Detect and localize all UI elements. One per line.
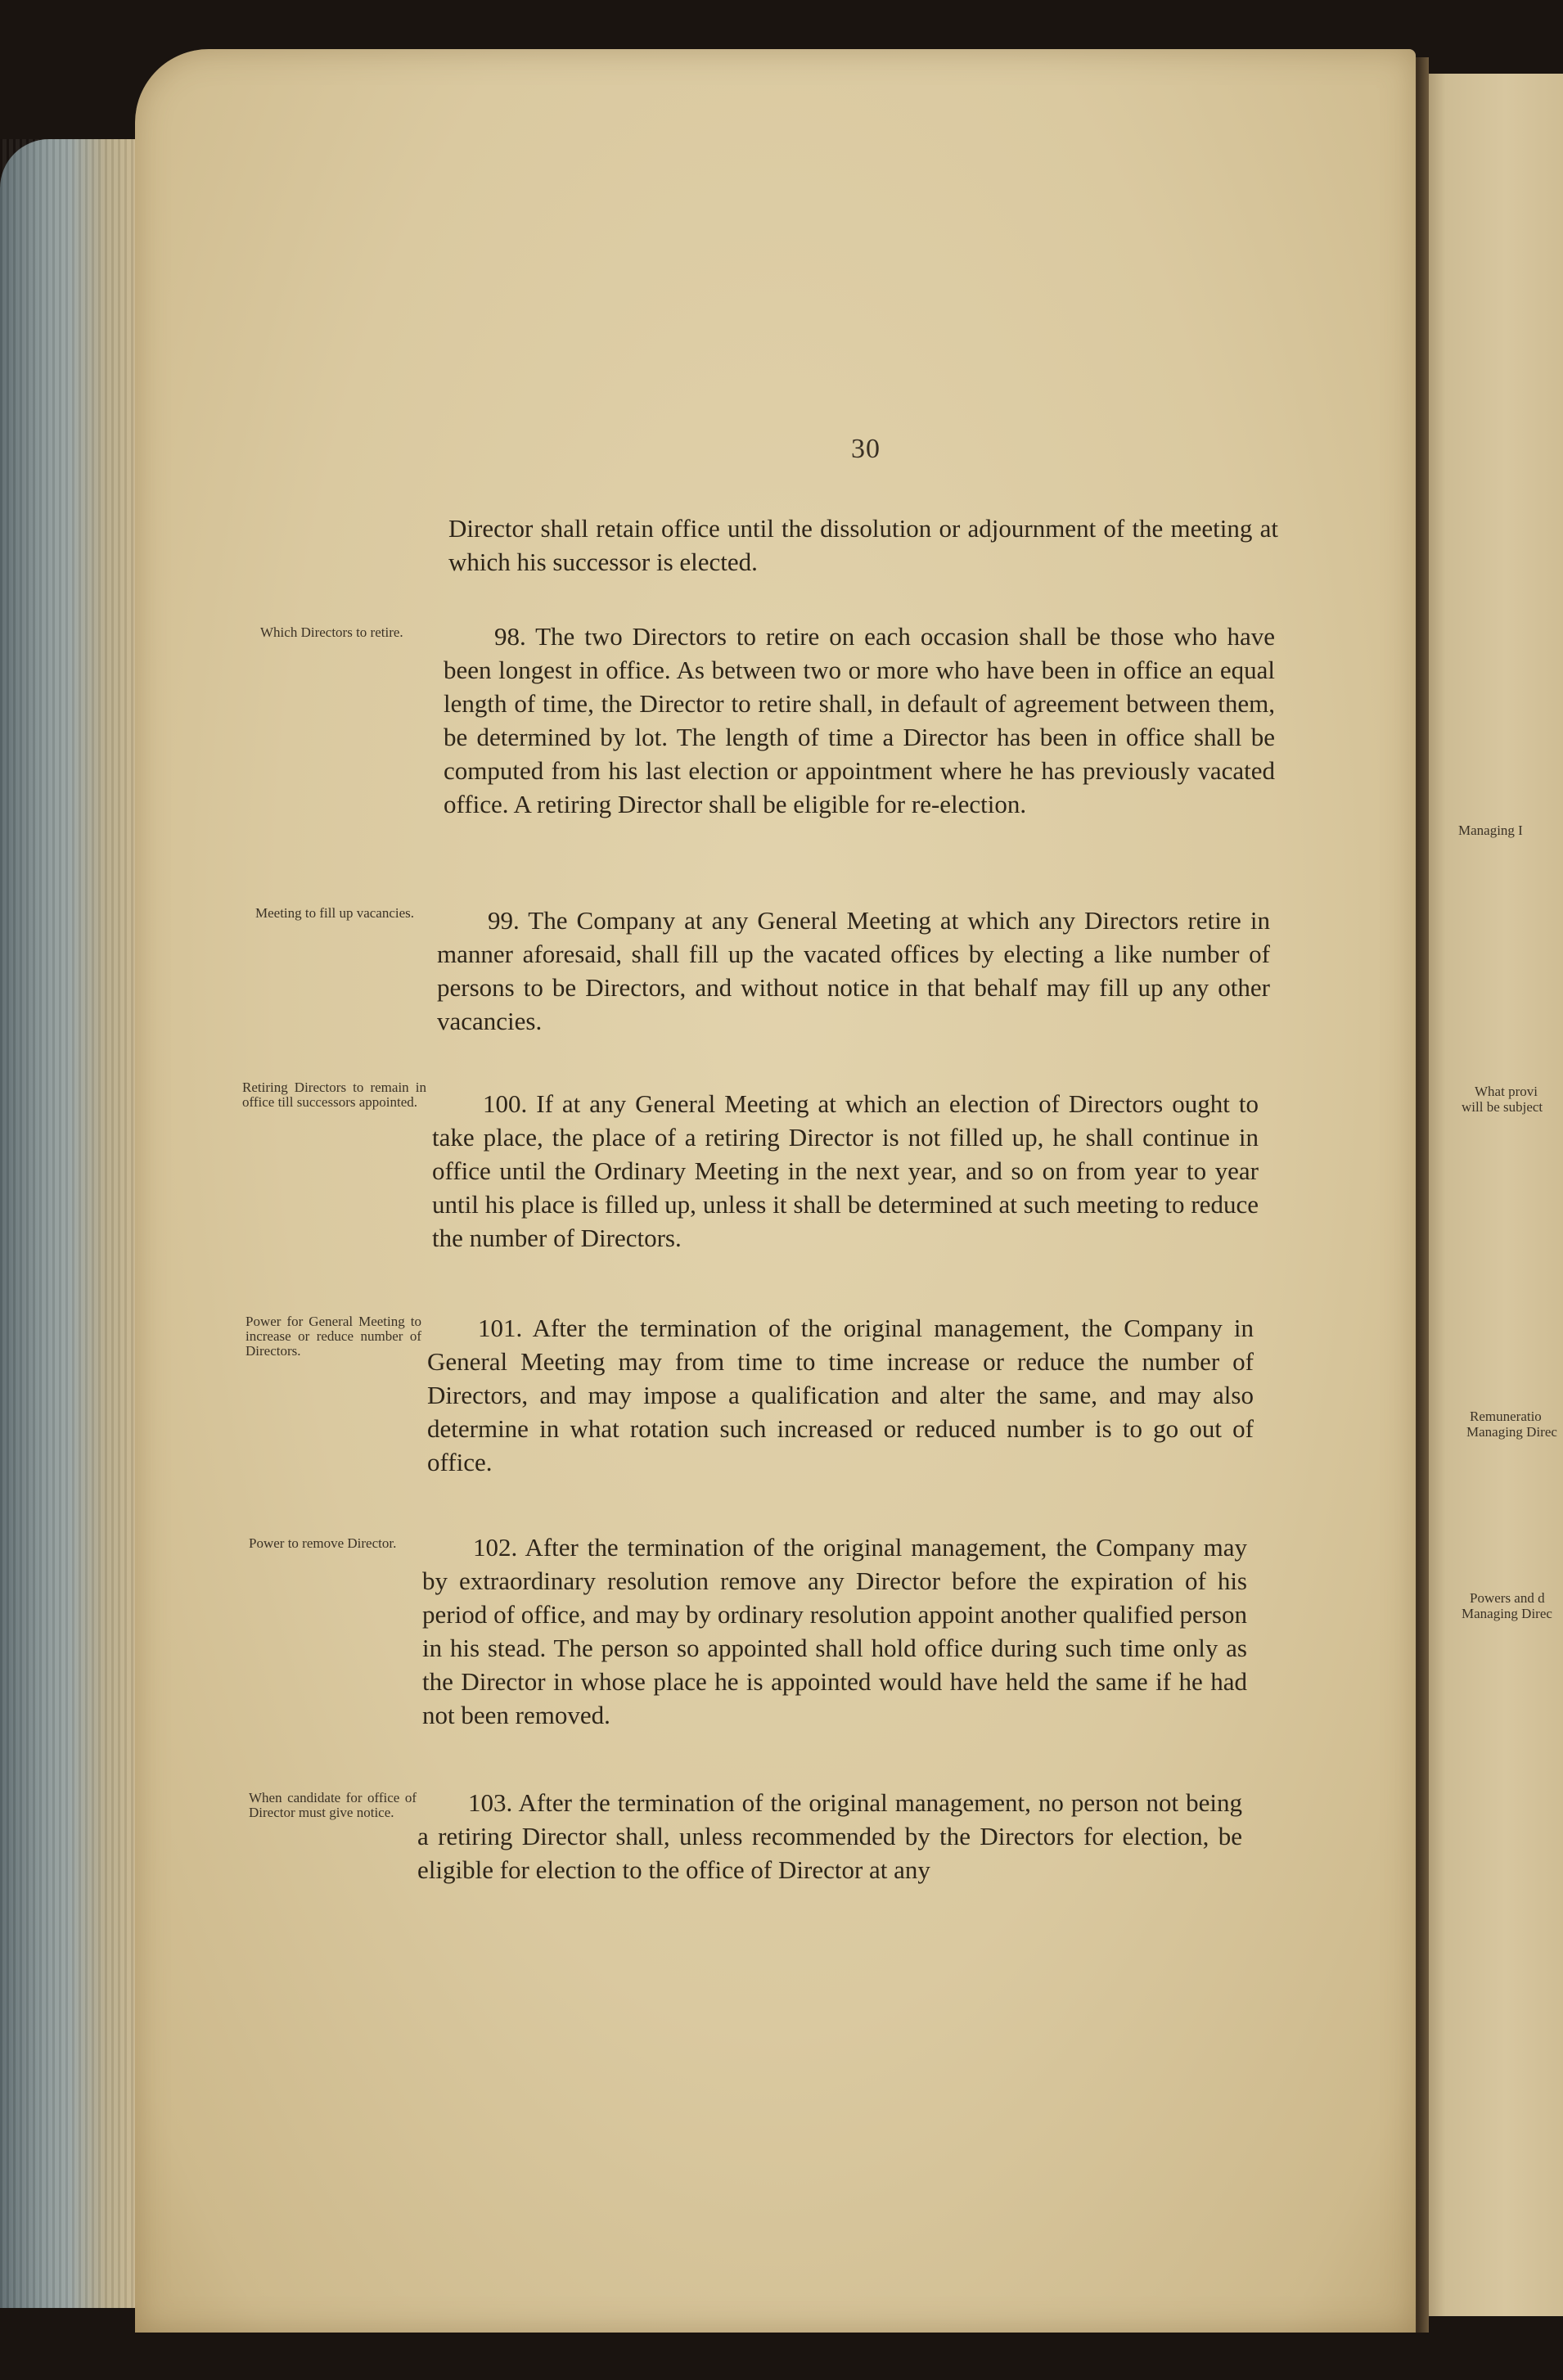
margin-note-102: Power to remove Director. (249, 1535, 397, 1551)
paragraph-103-text: 103. After the termination of the original management, no person not being a retiring Director shall, unless recommended by the Directors for election, be eligible for election to the office of Director at any (417, 1788, 1242, 1884)
margin-note-101: Power for General Meeting to increase or reduce number of Directors. (245, 1314, 421, 1359)
facing-note-4a: Powers and d (1470, 1591, 1545, 1606)
facing-note-2a: What provi (1475, 1084, 1538, 1099)
intro-paragraph (448, 512, 1278, 579)
margin-note-103: When candidate for office of Director must give notice. (249, 1790, 417, 1820)
paragraph-102-text: 102. After the termination of the original management, the Company may by extraordinary resolution remove any Director before the expiration of his period of office, and may by ordinary resolution appoint another qualified person in his stead. The person so appointed shall hold office during such time only as the Director in whose place he is appointed would have held the same if he had not been removed. (422, 1533, 1247, 1729)
facing-note-3a: Remuneratio (1470, 1409, 1542, 1424)
paragraph-101 (427, 1311, 1254, 1479)
margin-note-98: Which Directors to retire. (260, 624, 403, 640)
paragraph-99-text: 99. The Company at any General Meeting at which any Directors retire in manner aforesaid, shall fill up the vacated offices by electing a like number of persons to be Directors, and without notice in that behalf may fill up any other vacancies. (437, 906, 1270, 1035)
paragraph-98 (444, 620, 1275, 821)
facing-note-2b: will be subject (1462, 1100, 1543, 1115)
paragraph-100-text: 100. If at any General Meeting at which an election of Directors ought to take place, the place of a retiring Director is not filled up, he shall continue in office until the Ordinary Meeting in the next year, and so on from year to year until his place is filled up, unless it shall be determined at such meeting to reduce the number of Directors. (432, 1089, 1259, 1252)
paragraph-100 (432, 1087, 1259, 1255)
paragraph-102 (422, 1530, 1247, 1732)
facing-note-3b: Managing Direc (1466, 1425, 1557, 1440)
facing-note-1: Managing I (1458, 823, 1523, 838)
intro-text: Director shall retain office until the dissolution or adjournment of the meeting at which his successor is elected. (448, 514, 1278, 576)
facing-page (1420, 74, 1563, 2316)
paragraph-99 (437, 904, 1270, 1038)
paragraph-103 (417, 1786, 1242, 1886)
paragraph-98-text: 98. The two Directors to retire on each occasion shall be those who have been longest in office. As between two or more who have been in office an equal length of time, the Director to retire shall, in default of agreement between them, be determined by lot. The length of time a Director has been in office shall be computed from his last election or appointment where he has previously vacated office. A retiring Director shall be eligible for re-election. (444, 622, 1275, 818)
margin-note-100: Retiring Directors to remain in office till successors appointed. (242, 1080, 426, 1110)
facing-note-4b: Managing Direc (1462, 1607, 1552, 1621)
page-number: 30 (851, 434, 881, 464)
margin-note-99: Meeting to fill up vacancies. (255, 905, 415, 921)
paragraph-101-text: 101. After the termination of the original management, the Company in General Meeting may from time to time increase or reduce the number of Directors, and may impose a qualification and alter the same, and may also determine in what rotation such increased or reduced number is to go out of office. (427, 1314, 1254, 1476)
